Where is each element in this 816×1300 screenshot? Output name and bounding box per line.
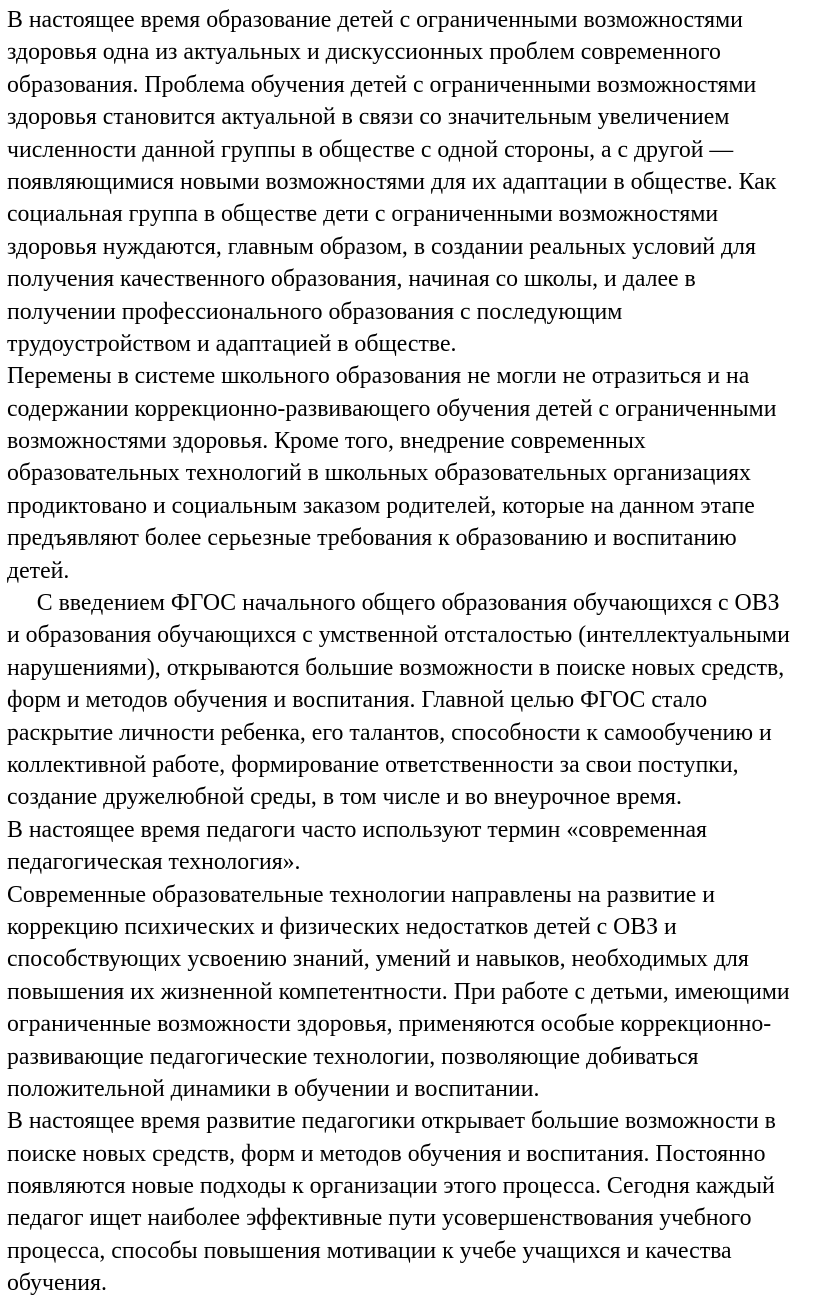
text-line: раскрытие личности ребенка, его талантов, способности к самообучению и [7, 719, 772, 746]
text-line: численности данной группы в обществе с одной стороны, а с другой — [7, 136, 734, 163]
text-line: предъявляют более серьезные требования к образованию и воспитанию [7, 525, 737, 552]
text-line: и образования обучающихся с умственной отсталостью (интеллектуальными [7, 622, 790, 649]
text-line: образования. Проблема обучения детей с ограниченными возможностями [7, 71, 757, 98]
text-line: получения качественного образования, начиная со школы, и далее в [7, 266, 696, 293]
text-line: трудоустройством и адаптацией в обществе. [7, 330, 457, 357]
text-line: здоровья нуждаются, главным образом, в создании реальных условий для [7, 233, 756, 260]
text-line: форм и методов обучения и воспитания. Главной целью ФГОС стало [7, 687, 708, 714]
document-body [7, 4, 811, 1300]
text-line: Перемены в системе школьного образования не могли не отразиться и на [7, 363, 750, 390]
text-line: образовательных технологий в школьных образовательных организациях [7, 460, 751, 487]
text-line: получении профессионального образования с последующим [7, 298, 623, 325]
text-line: коррекцию психических и физических недостатков детей с ОВЗ и [7, 913, 677, 940]
text-line: педагогическая технология». [7, 849, 301, 876]
text-line: детей. [7, 557, 70, 584]
text-line: появляющимися новыми возможностями для их адаптации в обществе. Как [7, 168, 777, 195]
text-line: социальная группа в обществе дети с ограниченными возможностями [7, 201, 719, 228]
text-line: В настоящее время образование детей с ограниченными возможностями [7, 7, 743, 33]
text-line: появляются новые подходы к организации этого процесса. Сегодня каждый [7, 1173, 775, 1200]
text-line: здоровья становится актуальной в связи со значительным увеличением [7, 104, 730, 131]
text-line: развивающие педагогические технологии, позволяющие добиваться [7, 1043, 699, 1070]
text-line: обучения. [7, 1270, 107, 1297]
text-line: возможностями здоровья. Кроме того, внедрение современных [7, 428, 646, 455]
text-line: здоровья одна из актуальных и дискуссионных проблем современного [7, 39, 721, 66]
text-line: повышения их жизненной компетентности. При работе с детьми, имеющими [7, 978, 790, 1005]
text-line: способствующих усвоению знаний, умений и навыков, необходимых для [7, 946, 749, 973]
text-line: создание дружелюбной среды, в том числе и во внеурочное время. [7, 784, 682, 811]
text-line: процесса, способы повышения мотивации к учебе учащихся и качества [7, 1237, 732, 1264]
text-line: поиске новых средств, форм и методов обучения и воспитания. Постоянно [7, 1140, 766, 1167]
text-line: педагог ищет наиболее эффективные пути усовершенствования учебного [7, 1205, 752, 1232]
text-line: Современные образовательные технологии направлены на развитие и [7, 881, 715, 908]
text-line: нарушениями), открываются большие возможности в поиске новых средств, [7, 654, 785, 681]
text-line: содержании коррекционно-развивающего обучения детей с ограниченными [7, 395, 777, 422]
text-line: С введением ФГОС начального общего образования обучающихся с ОВЗ [7, 590, 780, 617]
text-line: В настоящее время педагоги часто используют термин «современная [7, 816, 707, 843]
text-line: В настоящее время развитие педагогики открывает большие возможности в [7, 1108, 776, 1135]
text-line: коллективной работе, формирование ответственности за свои поступки, [7, 751, 739, 778]
text-line: положительной динамики в обучении и воспитании. [7, 1075, 540, 1102]
text-line: продиктовано и социальным заказом родителей, которые на данном этапе [7, 492, 755, 519]
text-line: ограниченные возможности здоровья, применяются особые коррекционно- [7, 1011, 772, 1038]
